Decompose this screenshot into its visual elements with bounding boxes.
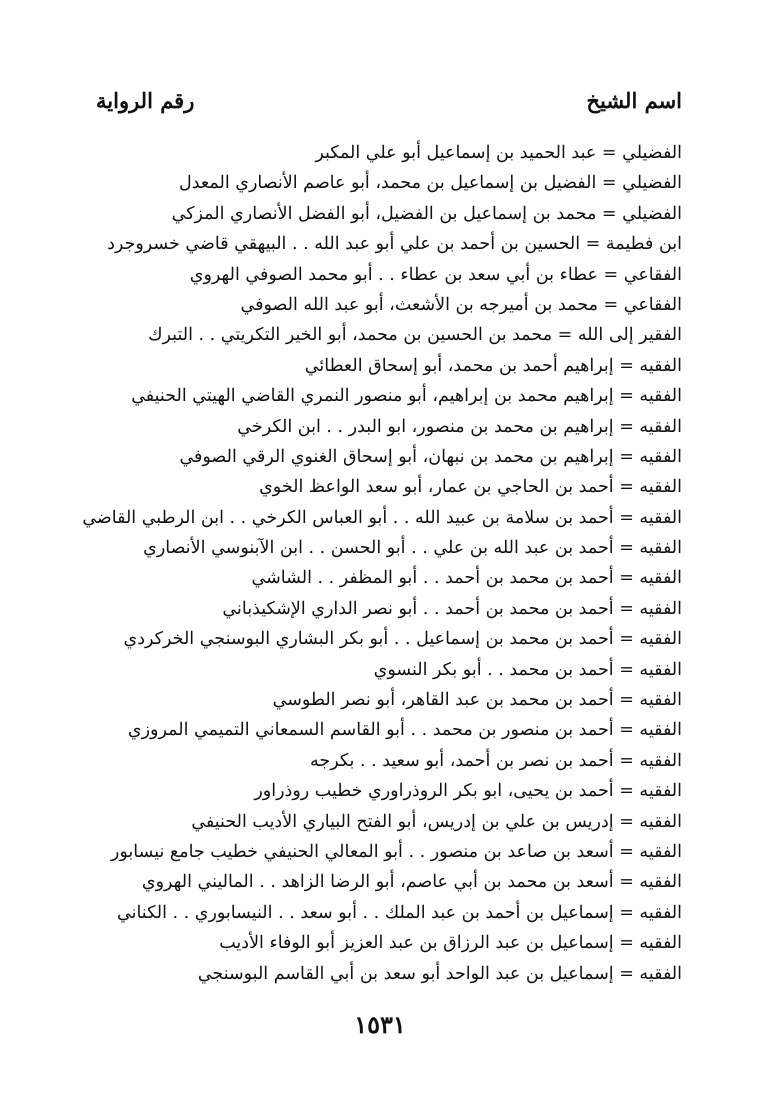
list-item: الفقيه = أحمد بن الحاجي بن عمار، أبو سعد الواعظ الخوي (259, 477, 682, 498)
list-item: الفقيه = أسعد بن صاعد بن منصور . . أبو المعالي الحنيفي خطيب جامع نيسابور (110, 841, 682, 862)
list-item: الفقيه = إسماعيل بن عبد الواحد أبو سعد بن أبي القاسم البوسنجي (197, 963, 682, 984)
list-item: الفقيه = أحمد بن محمد بن عبد القاهر، أبو نصر الطوسي (272, 690, 682, 711)
list-item: الفقاعي = عطاء بن أبي سعد بن عطاء . . أبو محمد الصوفي الهروي (189, 264, 682, 285)
list-item: الفقيه = أحمد بن نصر بن أحمد، أبو سعيد . . بكرجه (310, 750, 682, 771)
list-item: الفقيه = أحمد بن عبد الله بن علي . . أبو الحسن . . ابن الآبنوسي الأنصاري (143, 538, 682, 559)
list-item: الفضيلي = عبد الحميد بن إسماعيل أبو علي المكبر (315, 143, 682, 163)
list-item: الفضيلي = الفضيل بن إسماعيل بن محمد، أبو عاصم الأنصاري المعدل (179, 173, 682, 194)
list-item: الفقيه = إسماعيل بن أحمد بن عبد الملك . . أبو سعد . . النيسابوري . . الكناني (117, 902, 682, 923)
list-item: الفقيه = أحمد بن محمد بن أحمد . . أبو نصر الداري الإشكيذباني (222, 598, 682, 619)
list-item: الفقيه = إبراهيم محمد بن إبراهيم، أبو منصور النمري القاضي الهيتي الحنيفي (131, 386, 682, 407)
list-item: الفقيه = إسماعيل بن عبد الرزاق بن عبد العزيز أبو الوفاء الأديب (219, 933, 682, 954)
list-item: ابن فطيمة = الحسين بن أحمد بن علي أبو عبد الله . . البيهقي قاضي خسروجرد (107, 234, 682, 255)
list-item: الفقيه = أسعد بن محمد بن أبي عاصم، أبو الرضا الزاهد . . الماليني الهروي (141, 872, 682, 893)
page-number: ١٥٣١ (354, 1010, 406, 1039)
list-item: الفقيه = إبراهيم بن محمد بن نبهان، أبو إسحاق الغنوي الرقي الصوفي (179, 446, 682, 467)
list-item: الفقيه = أحمد بن محمد بن إسماعيل . . أبو بكر البشاري البوسنجي الخركردي (123, 629, 682, 650)
page-header (96, 88, 682, 120)
sheikh-name-list (82, 138, 682, 989)
list-item: الفقيه = أحمد بن منصور بن محمد . . أبو القاسم السمعاني التميمي المروزي (127, 720, 682, 741)
list-item: الفقير إلى الله = محمد بن الحسين بن محمد، أبو الخير التكريتي . . التبرك (148, 325, 682, 346)
sheikh-name-column-title: اسم الشيخ (586, 88, 682, 113)
narration-number-column-title: رقم الرواية (96, 88, 195, 113)
list-item: الفضيلي = محمد بن إسماعيل بن الفضيل، أبو الفضل الأنصاري المزكي (171, 203, 682, 224)
list-item: الفقيه = إبراهيم بن محمد بن منصور، ابو البدر . . ابن الكرخي (237, 416, 682, 437)
list-item: الفقيه = إبراهيم أحمد بن محمد، أبو إسحاق العطائي (304, 355, 682, 376)
list-item: الفقيه = إدريس بن علي بن إدريس، أبو الفتح البياري الأديب الحنيفي (191, 811, 682, 832)
list-item: الفقيه = أحمد بن سلامة بن عبيد الله . . أبو العباس الكرخي . . ابن الرطبي القاضي (82, 507, 682, 528)
list-item: الفقيه = أحمد بن يحيى، ابو بكر الروذراوري خطيب روذراور (254, 781, 682, 802)
list-item: الفقاعي = محمد بن أميرجه بن الأشعث، أبو عبد الله الصوفي (240, 294, 682, 315)
list-item: الفقيه = أحمد بن محمد . . أبو بكر النسوي (373, 659, 682, 680)
list-item: الفقيه = أحمد بن محمد بن أحمد . . أبو المظفر . . الشاشي (251, 568, 682, 589)
